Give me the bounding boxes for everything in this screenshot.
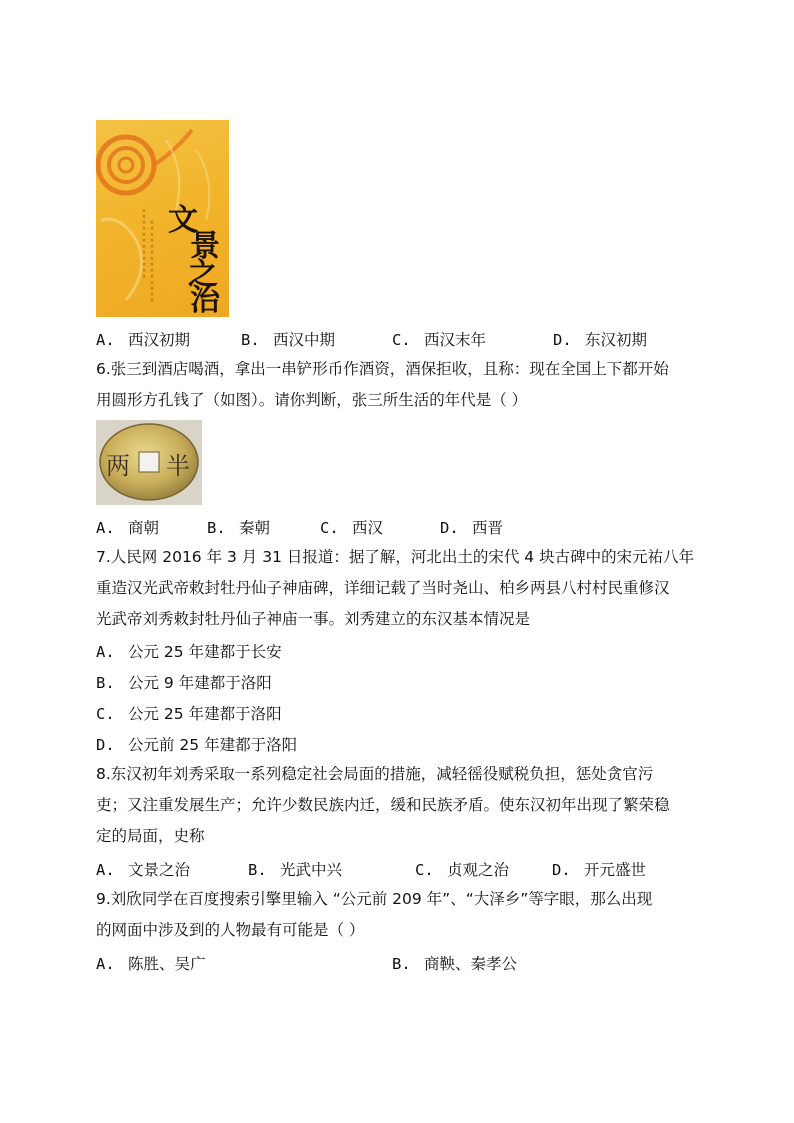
option-b[interactable]: B. 商鞅、秦孝公 <box>392 955 518 973</box>
book-title-char: 文 <box>168 203 198 238</box>
option-c[interactable]: C. 公元 25 年建都于洛阳 <box>96 705 282 723</box>
question-8-line: 8.东汉初年刘秀采取一系列稳定社会局面的措施，减轻徭役赋税负担，惩处贪官污 <box>96 765 654 783</box>
coin-image <box>96 420 202 505</box>
question-9-line: 的网面中涉及到的人物最有可能是（ ） <box>96 921 365 939</box>
option-a[interactable]: A. 陈胜、吴广 <box>96 955 206 973</box>
option-d[interactable]: D. 公元前 25 年建都于洛阳 <box>96 736 298 754</box>
question-7-line: 光武帝刘秀敕封牡丹仙子神庙一事。刘秀建立的东汉基本情况是 <box>96 610 531 628</box>
option-b[interactable]: B. 秦朝 <box>207 519 271 537</box>
option-b[interactable]: B. 光武中兴 <box>248 861 343 879</box>
option-c[interactable]: C. 西汉末年 <box>392 331 487 349</box>
question-8-line: 吏；又注重发展生产；允许少数民族内迁，缓和民族矛盾。使东汉初年出现了繁荣稳 <box>96 796 670 814</box>
question-6-line: 6.张三到酒店喝酒，拿出一串铲形币作酒资，酒保拒收，且称：现在全国上下都开始 <box>96 360 669 378</box>
coin-left-char: 两 <box>106 452 130 480</box>
book-cover-image <box>96 120 229 317</box>
question-7-line: 重造汉光武帝敕封牡丹仙子神庙碑，详细记载了当时尧山、柏乡两县八村村民重修汉 <box>96 579 670 597</box>
option-a[interactable]: A. 西汉初期 <box>96 331 191 349</box>
option-a[interactable]: A. 文景之治 <box>96 861 191 879</box>
book-title-char: 治 <box>190 283 220 317</box>
book-title-char: 之 <box>188 257 218 292</box>
option-d[interactable]: D. 东汉初期 <box>553 331 648 349</box>
option-b[interactable]: B. 公元 9 年建都于洛阳 <box>96 674 272 692</box>
option-d[interactable]: D. 开元盛世 <box>552 861 647 879</box>
option-d[interactable]: D. 西晋 <box>440 519 504 537</box>
book-spine-text: ×××××××××××××× <box>149 220 155 304</box>
coin-right-char: 半 <box>166 452 190 480</box>
book-title-char: 景 <box>190 229 220 264</box>
option-a[interactable]: A. 公元 25 年建都于长安 <box>96 643 282 661</box>
option-c[interactable]: C. 贞观之治 <box>415 861 510 879</box>
option-c[interactable]: C. 西汉 <box>320 519 384 537</box>
question-6-line: 用圆形方孔钱了（如图）。请你判断，张三所生活的年代是（ ） <box>96 391 528 409</box>
option-a[interactable]: A. 商朝 <box>96 519 160 537</box>
option-b[interactable]: B. 西汉中期 <box>241 331 336 349</box>
question-9-line: 9.刘欣同学在百度搜索引擎里输入 “公元前 209 年”、“大泽乡”等字眼，那么出现 <box>96 890 653 908</box>
question-7-line: 7.人民网 2016 年 3 月 31 日报道：据了解，河北出土的宋代 4 块古碑中的宋元祐八年 <box>96 548 695 566</box>
book-spine-text: ×××××××××××× <box>141 208 147 280</box>
question-8-line: 定的局面，史称 <box>96 827 205 845</box>
